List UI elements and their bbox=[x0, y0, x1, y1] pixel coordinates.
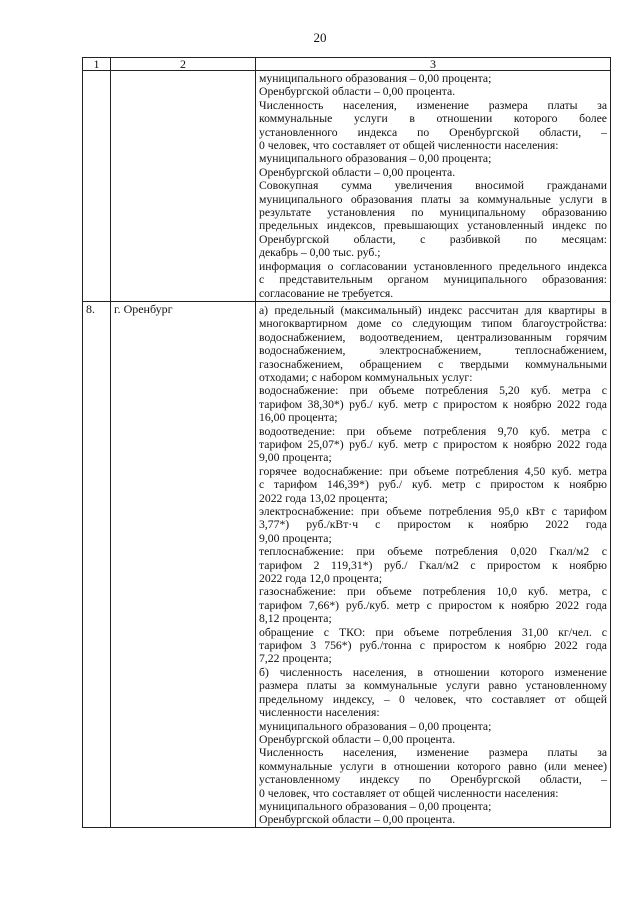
text-line: отходами; с набором коммунальных услуг: bbox=[259, 370, 473, 384]
text-line: 0 человек, что составляет от общей численности населения: bbox=[259, 139, 559, 153]
table-row bbox=[83, 301, 611, 827]
text-line: тарифом 7,66*) руб./куб. метр с приростом к ноябрю 2022 года bbox=[259, 598, 607, 612]
text-line: Оренбургской области, с разбивкой по месяцам: bbox=[259, 232, 607, 246]
text-line: Численность населения, изменение размера платы за bbox=[259, 98, 607, 112]
text-line: 9,00 процента; bbox=[259, 451, 332, 465]
text-line: 16,00 процента; bbox=[259, 411, 338, 425]
text-line: многоквартирном доме со следующим типом благоустройства: bbox=[259, 317, 607, 331]
row-content bbox=[256, 71, 611, 302]
municipality-name: г. Оренбург bbox=[111, 301, 256, 827]
text-line: Оренбургской области – 0,00 процента. bbox=[259, 85, 456, 99]
text-line: 7,22 процента; bbox=[259, 652, 332, 666]
column-header-3: 3 bbox=[256, 58, 611, 71]
text-line: установленного индекса по Оренбургской области, – bbox=[259, 125, 607, 139]
text-line: теплоснабжение: при объеме потребления 0,020 Гкал/м2 с bbox=[259, 545, 607, 559]
text-line: муниципального образования платы за коммунальные услуги в bbox=[259, 192, 607, 206]
text-line: предельному индексу, – 0 человек, что составляет от общей bbox=[259, 692, 607, 706]
text-line: Оренбургской области – 0,00 процента. bbox=[259, 813, 456, 827]
column-header-2: 2 bbox=[111, 58, 256, 71]
municipality-name bbox=[111, 71, 256, 302]
text-line: а) предельный (максимальный) индекс рассчитан для квартиры в bbox=[259, 303, 607, 317]
text-line: 2022 года 13,02 процента; bbox=[259, 491, 388, 505]
text-line: 2022 года 12,0 процента; bbox=[259, 572, 383, 586]
text-line: согласование не требуется. bbox=[259, 286, 394, 300]
row-content bbox=[256, 301, 611, 827]
text-line: муниципального образования – 0,00 процента; bbox=[259, 719, 492, 733]
text-line: тарифом 38,30*) руб./ куб. метр с приростом к ноябрю 2022 года bbox=[259, 397, 607, 411]
text-line: муниципального образования – 0,00 процента; bbox=[259, 72, 492, 85]
text-line: тарифом 25,07*) руб./ куб. метр с приростом к ноябрю 2022 года bbox=[259, 437, 607, 451]
text-line: размера платы за коммунальные услуги равно установленному bbox=[259, 679, 607, 693]
text-line: водоснабжение: при объеме потребления 5,20 куб. метра с bbox=[259, 384, 607, 398]
row-number bbox=[83, 71, 111, 302]
table-header-row bbox=[83, 58, 611, 71]
text-line: Численность населения, изменение размера платы за bbox=[259, 746, 607, 760]
text-line: газоснабжением, обращением с твердыми коммунальными bbox=[259, 357, 607, 371]
text-line: тарифом 2 119,31*) руб./ Гкал/м2 с приростом к ноябрю bbox=[259, 558, 607, 572]
text-line: обращение с ТКО: при объеме потребления 31,00 кг/чел. с bbox=[259, 625, 607, 639]
text-line: муниципального образования – 0,00 процента; bbox=[259, 799, 492, 813]
text-line: установленному индексу по Оренбургской области, – bbox=[259, 773, 607, 787]
document-table bbox=[82, 57, 611, 828]
text-line: водоотведение: при объеме потребления 9,70 куб. метра с bbox=[259, 424, 607, 438]
text-line: муниципального образования – 0,00 процента; bbox=[259, 152, 492, 166]
text-line: электроснабжение: при объеме потребления 95,0 кВт с тарифом bbox=[259, 505, 607, 518]
text-line: 8,12 процента; bbox=[259, 612, 332, 626]
text-line: 3,77*) руб./кВт·ч с приростом к ноябрю 2022 года bbox=[259, 518, 607, 532]
page-number: 20 bbox=[313, 30, 327, 45]
text-line: с представительным органом муниципального образования: bbox=[259, 273, 607, 287]
text-line: тарифом 3 756*) руб./тонна с приростом к ноябрю 2022 года bbox=[259, 639, 607, 653]
text-line: газоснабжение: при объеме потребления 10,0 куб. метра, с bbox=[259, 585, 607, 599]
text-line: Оренбургской области – 0,00 процента. bbox=[259, 165, 456, 179]
column-header-1: 1 bbox=[83, 58, 111, 71]
text-line: результате установления по муниципальному образованию bbox=[259, 206, 607, 220]
text-line: декабрь – 0,00 тыс. руб.; bbox=[259, 246, 381, 260]
text-line: 0 человек, что составляет от общей численности населения: bbox=[259, 786, 559, 800]
text-line: численности населения: bbox=[259, 706, 380, 720]
text-line: информация о согласовании установленного предельного индекса bbox=[259, 259, 607, 273]
text-line: коммунальные услуги в отношении которого равно (или менее) bbox=[259, 759, 607, 773]
row-number: 8. bbox=[83, 301, 111, 827]
text-line: горячее водоснабжение: при объеме потребления 4,50 куб. метра bbox=[259, 464, 607, 478]
text-line: 9,00 процента; bbox=[259, 531, 332, 545]
table-row bbox=[83, 71, 611, 302]
text-line: коммунальные услуги в отношении которого более bbox=[259, 112, 607, 126]
text-line: водоснабжением, электроснабжением, теплоснабжением, bbox=[259, 344, 607, 358]
text-line: б) численность населения, в отношении которого изменение bbox=[259, 665, 607, 679]
text-line: с тарифом 146,39*) руб./ куб. метр с приростом к ноябрю bbox=[259, 478, 607, 492]
text-line: водоснабжением, водоотведением, централизованным горячим bbox=[259, 330, 607, 344]
text-line: предельных индексов, превышающих установленный индекс по bbox=[259, 219, 607, 233]
text-line: Оренбургской области – 0,00 процента. bbox=[259, 732, 456, 746]
text-line: Совокупная сумма увеличения вносимой гражданами bbox=[259, 179, 607, 193]
